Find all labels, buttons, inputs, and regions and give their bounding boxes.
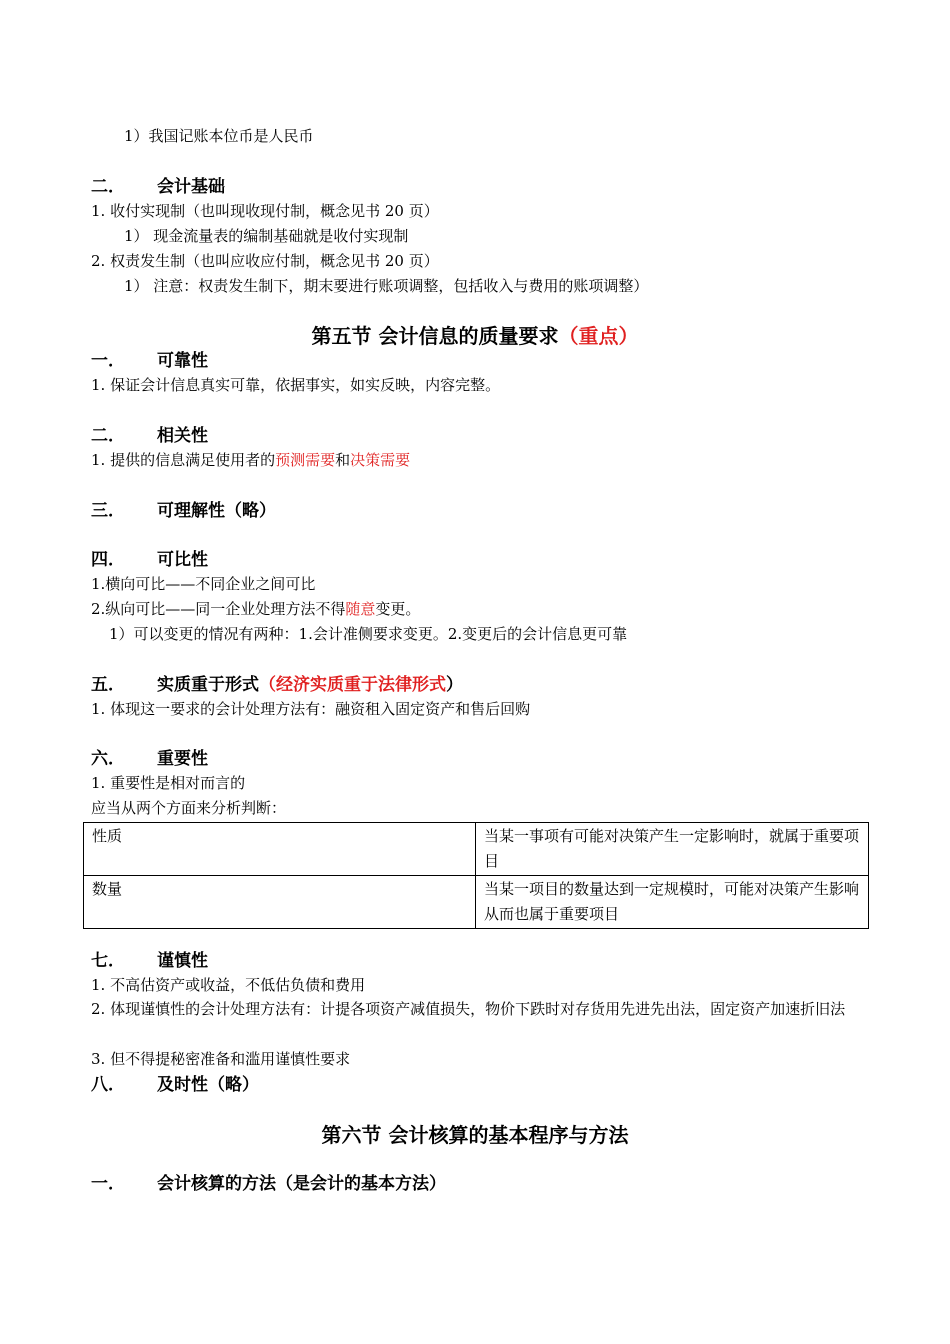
heading-text: 会计基础 — [157, 177, 225, 197]
section-title-text: 第五节 会计信息的质量要求 — [311, 324, 559, 348]
list-item: 1. 不高估资产或收益，不低估负债和费用 — [91, 976, 366, 994]
highlight-text: 决策需要 — [350, 451, 411, 469]
heading-number: 七． — [91, 951, 125, 971]
table-cell: 当某一事项有可能对决策产生一定影响时，就属于重要项目 — [475, 823, 868, 876]
list-item: 1. 体现这一要求的会计处理方法有：融资租入固定资产和售后回购 — [91, 700, 531, 718]
table-row — [84, 823, 869, 876]
heading-text: 相关性 — [157, 426, 208, 446]
list-item — [91, 450, 410, 470]
list-subitem: 1） 现金流量表的编制基础就是收付实现制 — [124, 227, 409, 245]
heading-number: 四． — [91, 550, 125, 570]
table-cell: 数量 — [84, 876, 476, 929]
heading-number: 八． — [91, 1075, 125, 1095]
list-subitem: 1） 注意：权责发生制下，期末要进行账项调整，包括收入与费用的账项调整） — [124, 277, 649, 295]
heading-number: 五． — [91, 675, 125, 695]
heading-prudence — [91, 950, 208, 972]
highlight-text: 随意 — [345, 600, 376, 618]
heading-understandability — [91, 500, 276, 522]
heading-text: 可靠性 — [157, 351, 208, 371]
table-cell: 当某一项目的数量达到一定规模时，可能对决策产生影响从而也属于重要项目 — [475, 876, 868, 929]
heading-accounting-methods — [91, 1173, 446, 1195]
list-item: 1. 重要性是相对而言的 — [91, 774, 246, 792]
heading-text: 可比性 — [157, 550, 208, 570]
heading-number: 二． — [91, 177, 125, 197]
list-item: 2. 体现谨慎性的会计处理方法有：计提各项资产减值损失，物价下跌时对存货用先进先出法，固定资产加速折旧法 — [91, 1000, 846, 1018]
heading-number: 一． — [91, 1174, 125, 1194]
text-run: 变更。 — [375, 600, 421, 618]
heading-materiality — [91, 748, 208, 770]
heading-text: 会计核算的方法（是会计的基本方法） — [157, 1174, 446, 1194]
heading-substance-over-form — [91, 674, 463, 696]
currency-note: 1）我国记账本位币是人民币 — [124, 127, 314, 145]
list-item: 1. 保证会计信息真实可靠，依据事实，如实反映，内容完整。 — [91, 376, 501, 394]
heading-text: 实质重于形式 — [157, 675, 259, 695]
list-item: 3. 但不得提秘密准备和滥用谨慎性要求 — [91, 1050, 351, 1068]
section-title-emphasis: （重点） — [558, 324, 639, 348]
heading-text: 重要性 — [157, 749, 208, 769]
table-row — [84, 876, 869, 929]
list-item: 1. 收付实现制（也叫现收现付制，概念见书 20 页） — [91, 202, 439, 220]
text-run: 和 — [335, 451, 351, 469]
heading-accounting-basis — [91, 176, 225, 198]
list-item: 1.横向可比——不同企业之间可比 — [91, 575, 316, 593]
heading-close-paren: ） — [446, 675, 463, 695]
text-run: 1. 提供的信息满足使用者的 — [91, 451, 276, 469]
list-subitem: 1）可以变更的情况有两种：1.会计准侧要求变更。2.变更后的会计信息更可靠 — [109, 625, 628, 643]
section-five-title — [0, 323, 950, 349]
heading-number: 二． — [91, 426, 125, 446]
paragraph: 应当从两个方面来分析判断： — [91, 799, 287, 817]
heading-timeliness — [91, 1074, 259, 1096]
table-cell: 性质 — [84, 823, 476, 876]
heading-number: 六． — [91, 749, 125, 769]
heading-emphasis: （经济实质重于法律形式 — [259, 675, 446, 695]
list-item: 2. 权责发生制（也叫应收应付制，概念见书 20 页） — [91, 252, 439, 270]
highlight-text: 预测需要 — [275, 451, 336, 469]
section-six-title: 第六节 会计核算的基本程序与方法 — [321, 1123, 629, 1147]
heading-text: 谨慎性 — [157, 951, 208, 971]
text-run: 2.纵向可比——同一企业处理方法不得 — [91, 600, 346, 618]
heading-text: 及时性（略） — [157, 1075, 259, 1095]
heading-reliability — [91, 350, 208, 372]
list-item — [91, 599, 420, 619]
heading-text: 可理解性（略） — [157, 501, 276, 521]
heading-number: 一． — [91, 351, 125, 371]
heading-number: 三． — [91, 501, 125, 521]
materiality-table — [83, 822, 869, 929]
heading-comparability — [91, 549, 208, 571]
heading-relevance — [91, 425, 208, 447]
